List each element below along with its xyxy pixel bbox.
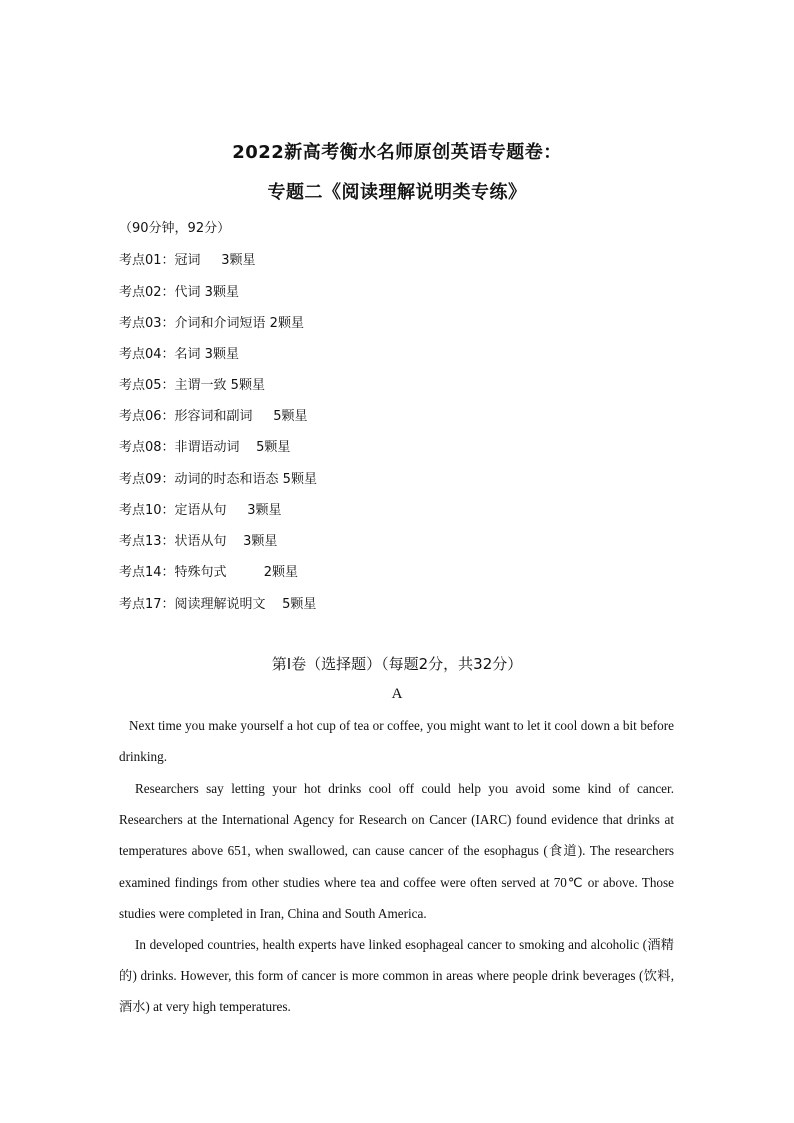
document-title: 2022新高考衡水名师原创英语专题卷： [232,142,562,163]
topic-item: 考点06：形容词和副词 5颗星 [119,409,308,424]
passage-paragraph: Next time you make yourself a hot cup of tea or coffee, you might want to let it cool down a bit before drinking. [119,718,674,765]
passage-label: A [391,686,403,702]
topic-item: 考点14：特殊句式 2颗星 [119,565,299,580]
topic-item: 考点08：非谓语动词 5颗星 [119,440,291,455]
document-subtitle: 专题二《阅读理解说明类专练》 [267,182,527,203]
topic-item: 考点09：动词的时态和语态 5颗星 [119,472,317,487]
topic-item: 考点17：阅读理解说明文 5颗星 [119,597,317,612]
topic-item: 考点05：主谓一致 5颗星 [119,378,265,393]
topic-item: 考点04：名词 3颗星 [119,347,239,362]
exam-info: （90分钟，92分） [119,221,231,236]
topic-item: 考点13：状语从句 3颗星 [119,534,278,549]
passage-paragraph: Researchers say letting your hot drinks cool off could help you avoid some kind of cancer. Researchers at the International Agency for Research on Cancer (IARC) found evidence that drinks at temperatures above 651, when swallowed, can cause cancer of the esophagus (食道). The researchers examined findings from other studies where tea and coffee were often served at 70℃ or above. Those studies were completed in Iran, China and South America. [119,781,674,921]
topic-item: 考点02：代词 3颗星 [119,285,239,300]
section-title: 第Ⅰ卷（选择题）（每题2分，共32分） [271,655,523,673]
passage-paragraph: In developed countries, health experts have linked esophageal cancer to smoking and alcoholic (酒精的) drinks. However, this form of cancer is more common in areas where people drink beverages (饮料, 酒水) at very high temperatures. [119,937,674,1015]
topic-item: 考点03：介词和介词短语 2颗星 [119,316,304,331]
topic-item: 考点01：冠词 3颗星 [119,253,256,268]
topic-item: 考点10：定语从句 3颗星 [119,503,282,518]
